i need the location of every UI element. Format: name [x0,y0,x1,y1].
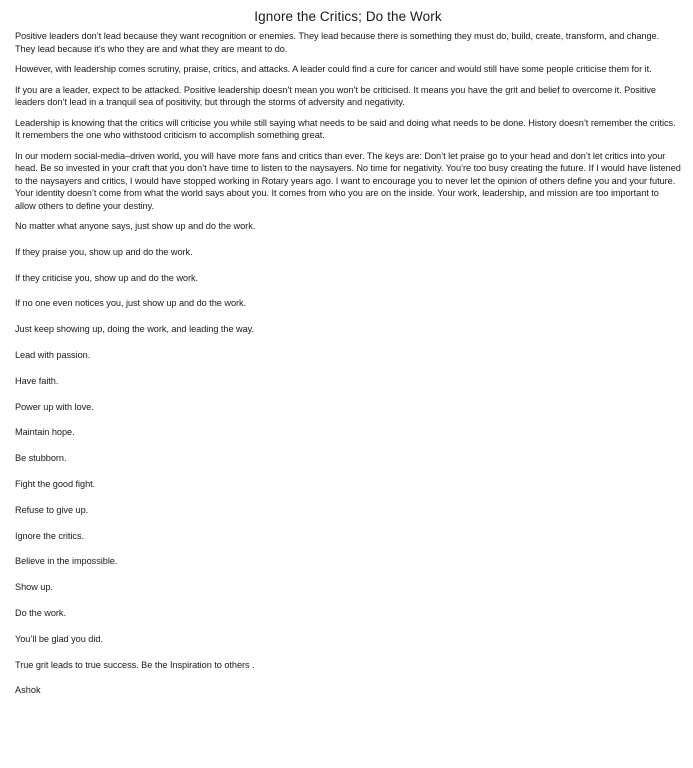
short-line: Maintain hope. [15,427,75,438]
short-line: Lead with passion. [15,349,91,360]
signature: Ashok [15,685,41,696]
short-line: Refuse to give up. [15,504,89,515]
short-line: Be stubborn. [15,453,67,464]
paragraph: Leadership is knowing that the critics will criticise you while still saying what needs to be said and doing what needs to be done. History doesn’t remember the critics. It remembers the one who withstood criticism to accomplish something great. [15,117,676,140]
short-line: Power up with love. [15,401,94,412]
paragraph-block [15,30,681,212]
short-line: If they criticise you, show up and do the work. [15,272,199,283]
short-line: Show up. [15,582,53,593]
paragraph: However, with leadership comes scrutiny, praise, critics, and attacks. A leader could find a cure for cancer and would still have some people criticise them for it. [15,64,652,74]
short-line: True grit leads to true success. Be the Inspiration to others . [15,659,255,670]
short-line: Do the work. [15,607,66,618]
short-line: Fight the good fight. [15,478,96,489]
paragraph: In our modern social-media–driven world, you will have more fans and critics than ever. The keys are: Don’t let praise go to your head and don’t let critics into your head. Be so invested in your craft that you don’t have time to listen to the naysayers. No time for negativity. You’re too busy creating the future. If I would have listened to the naysayers and critics, I would have stopped working in Rotary years ago. I want to encourage you to never let the opinion of others define you and your future. Your identity doesn’t come from what the world says about you. It comes from who you are on the inside. Your work, leadership, and mission are too important to allow others to define your destiny. [15,150,681,211]
short-line: If they praise you, show up and do the work. [15,246,193,257]
short-line: Have faith. [15,375,59,386]
short-line: Believe in the impossible. [15,556,118,567]
short-line: You’ll be glad you did. [15,633,103,644]
short-line: Ignore the critics. [15,530,85,541]
short-line: Just keep showing up, doing the work, and leading the way. [15,324,255,335]
short-lines-list [15,220,681,671]
paragraph: Positive leaders don’t lead because they want recognition or enemies. They lead because there is something they must do, build, create, transform, and change. They lead because it’s who they are and what they are meant to do. [15,31,660,54]
document-title: Ignore the Critics; Do the Work [254,9,442,24]
short-line: No matter what anyone says, just show up and do the work. [15,221,256,231]
paragraph: If you are a leader, expect to be attacked. Positive leadership doesn’t mean you won’t be criticised. It means you have the grit and belief to overcome it. Positive leaders don’t lead in a tranquil sea of positivity, but through the storms of adversity and negativity. [15,84,656,107]
short-line: If no one even notices you, just show up and do the work. [15,298,247,309]
